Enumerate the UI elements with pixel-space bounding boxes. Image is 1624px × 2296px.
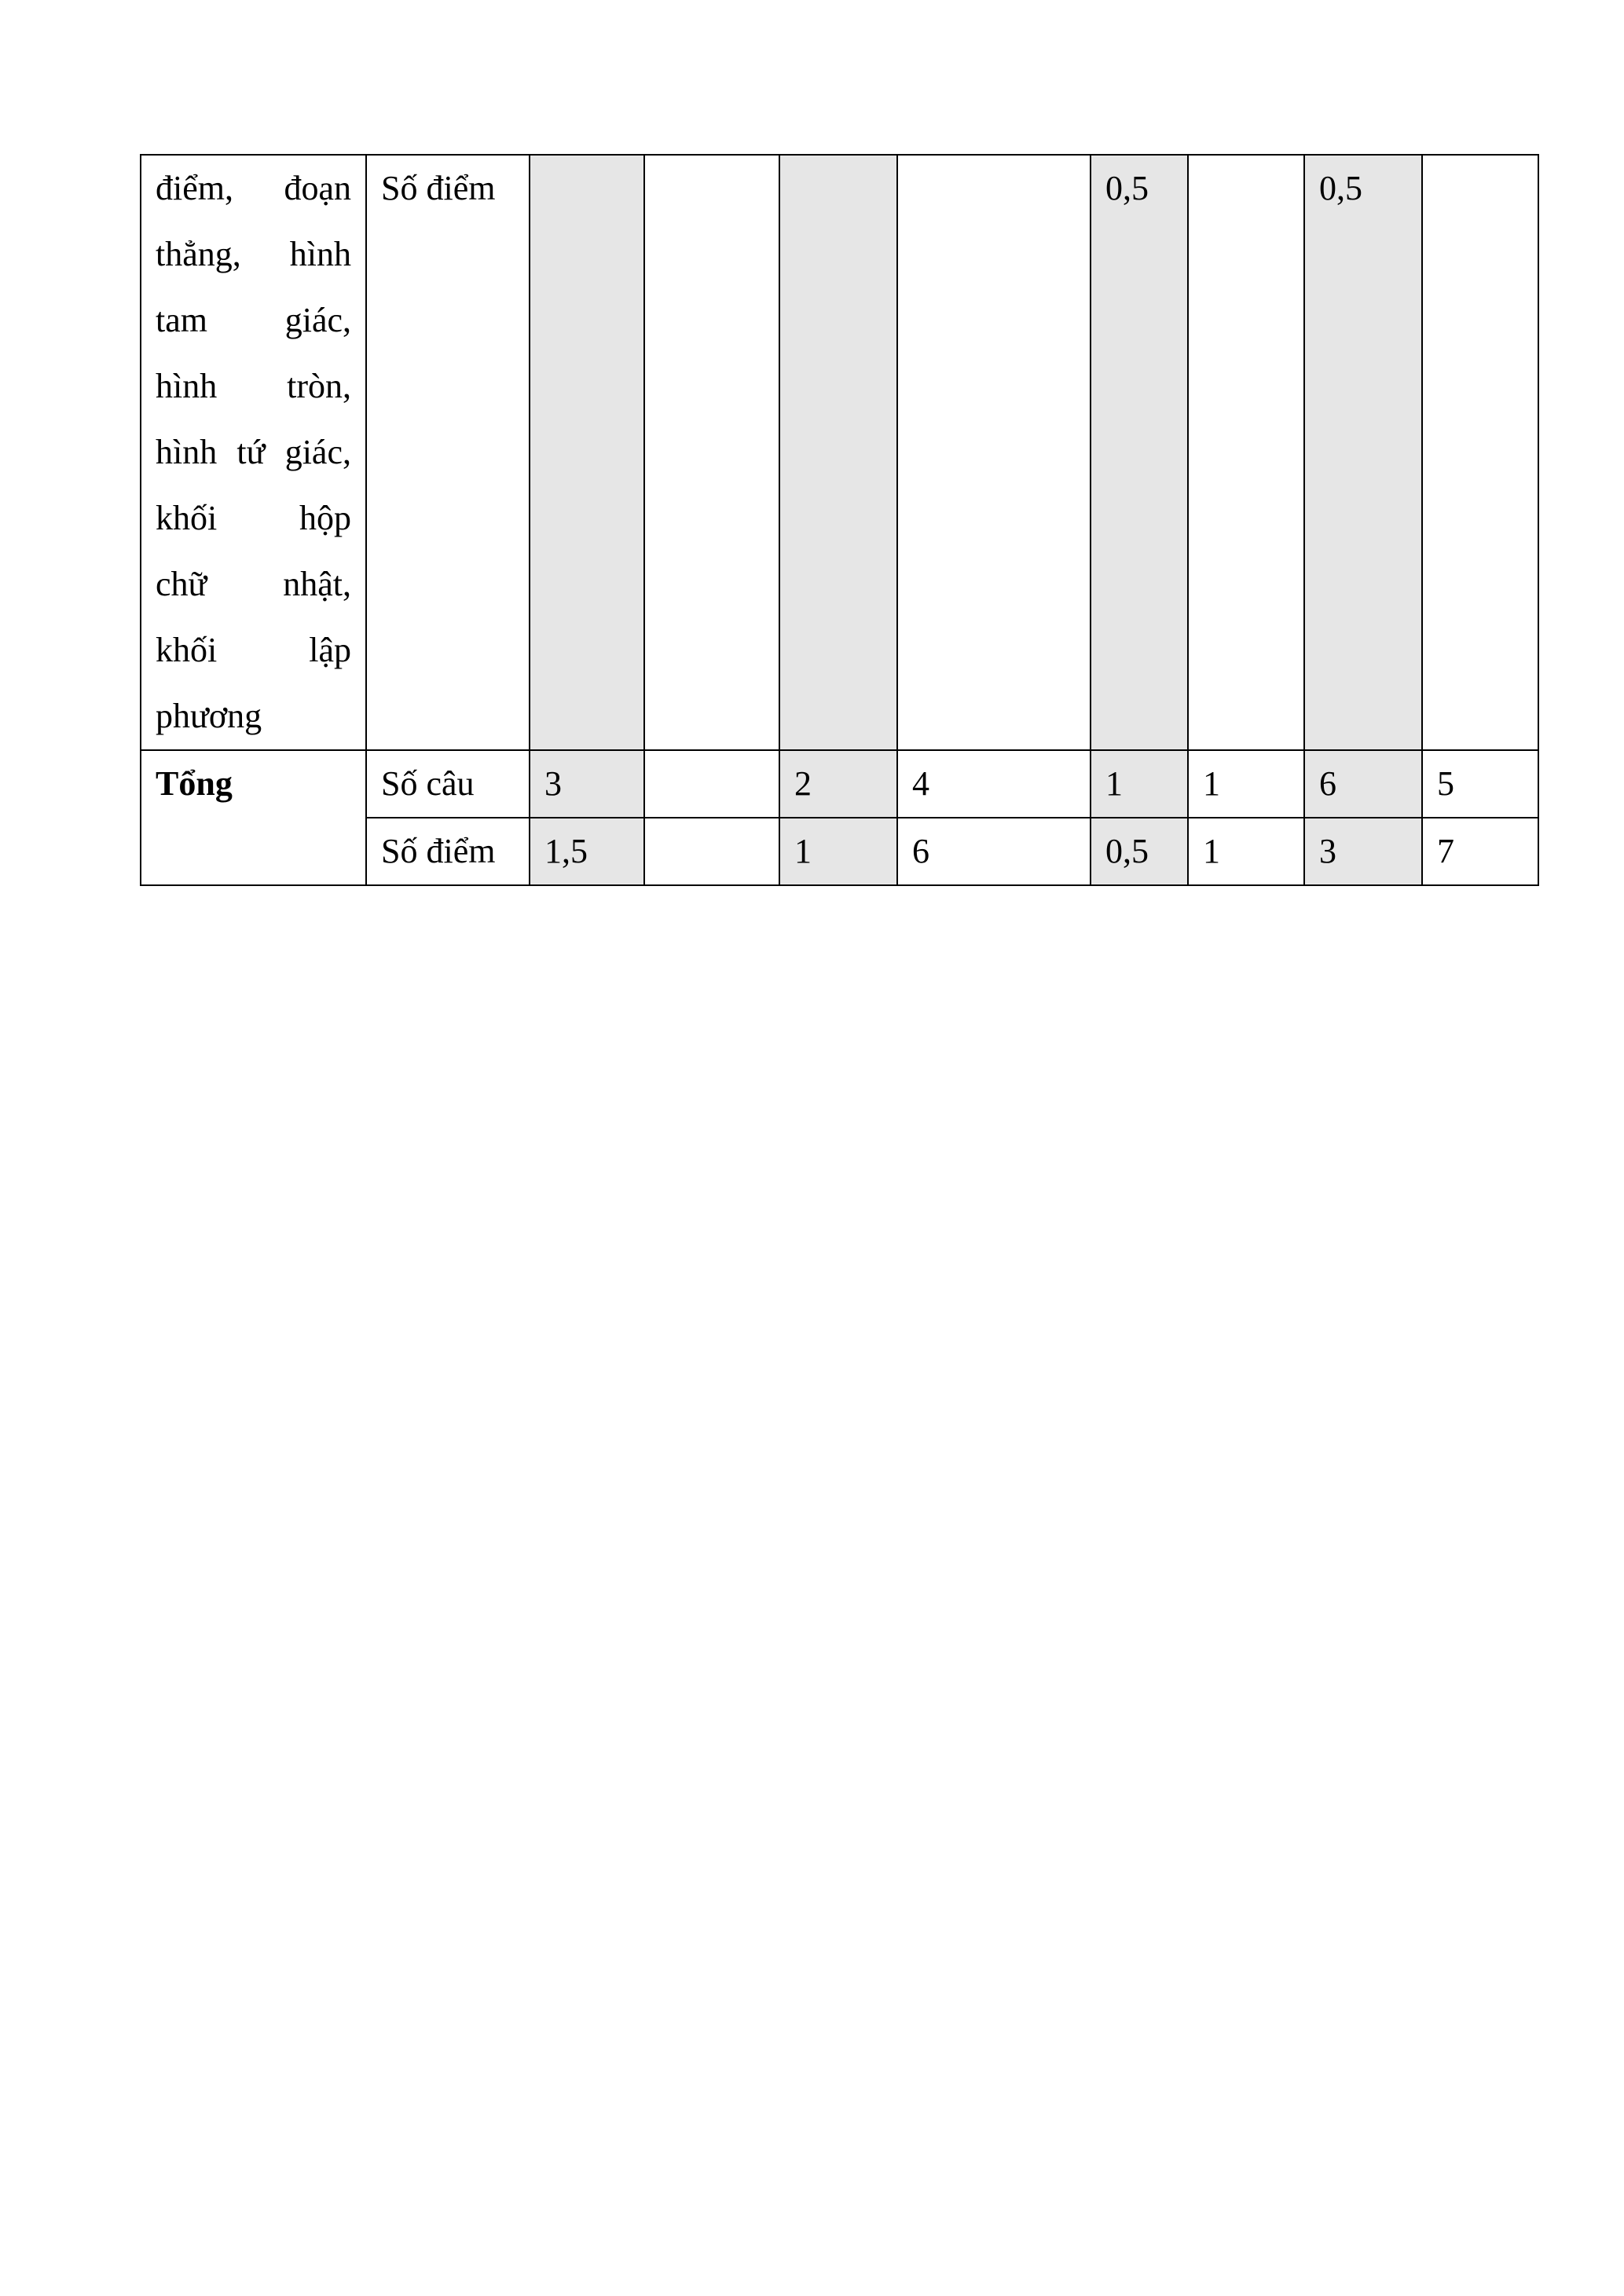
- table-cell: 1: [779, 818, 897, 885]
- table-cell: 1: [1188, 818, 1304, 885]
- table-cell: 1: [1091, 750, 1188, 818]
- topic-line: điểm, đoạn: [156, 169, 351, 207]
- table-cell: [1422, 155, 1538, 750]
- table-cell: 2: [779, 750, 897, 818]
- table-cell: 0,5: [1304, 155, 1422, 750]
- table-cell: 1: [1188, 750, 1304, 818]
- topic-line: hình tròn,: [156, 367, 351, 405]
- row-label: Số điểm: [366, 155, 530, 750]
- table-cell: 4: [897, 750, 1091, 818]
- table-cell: [644, 818, 779, 885]
- row-label: Số điểm: [366, 818, 530, 885]
- topic-line: chữ nhật,: [156, 565, 351, 603]
- topic-line: khối lập: [156, 631, 351, 669]
- table-cell: 1,5: [530, 818, 644, 885]
- total-label: Tổng: [141, 750, 366, 885]
- table-cell: 6: [1304, 750, 1422, 818]
- topic-line: tam giác,: [156, 301, 351, 339]
- topic-line: phương: [156, 697, 262, 735]
- table-cell: 0,5: [1091, 155, 1188, 750]
- table-cell: 5: [1422, 750, 1538, 818]
- assessment-matrix-table: [140, 154, 1539, 886]
- table-cell: [1188, 155, 1304, 750]
- table-cell: 3: [1304, 818, 1422, 885]
- table-cell: [644, 155, 779, 750]
- table-cell: 6: [897, 818, 1091, 885]
- topic-line: khối hộp: [156, 499, 351, 537]
- topic-row: [141, 155, 1538, 750]
- topic-line: thẳng, hình: [156, 235, 351, 273]
- total-row-questions: [141, 750, 1538, 818]
- table-cell: [644, 750, 779, 818]
- row-label: Số câu: [366, 750, 530, 818]
- table-cell: 3: [530, 750, 644, 818]
- table-cell: [530, 155, 644, 750]
- table-cell: [897, 155, 1091, 750]
- table-cell: 7: [1422, 818, 1538, 885]
- table-cell: [779, 155, 897, 750]
- topic-line: hình tứ giác,: [156, 433, 351, 471]
- topic-cell: [141, 155, 366, 750]
- table-cell: 0,5: [1091, 818, 1188, 885]
